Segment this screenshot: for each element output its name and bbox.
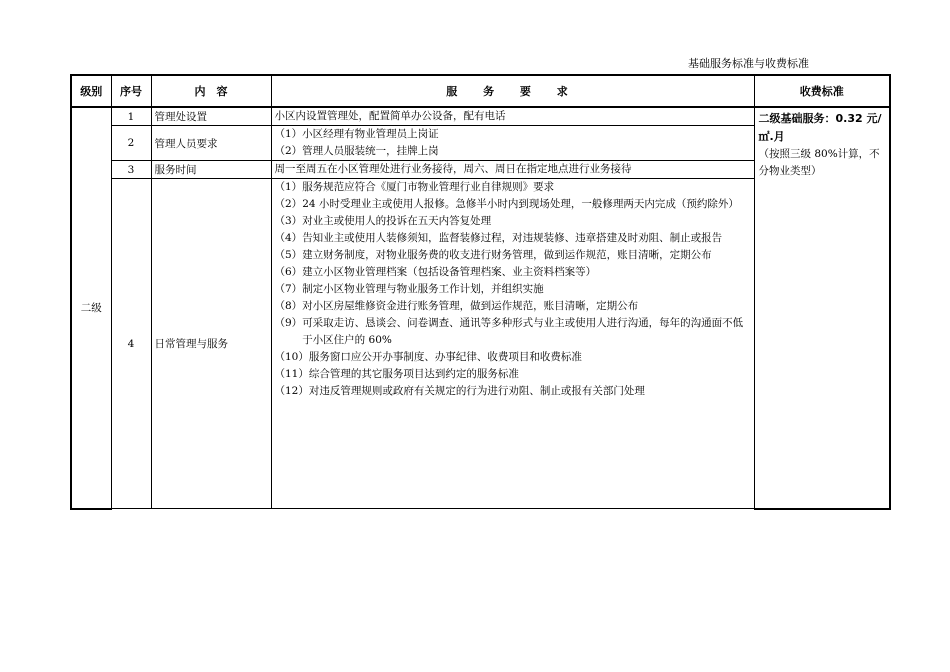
requirement-cell: [271, 126, 754, 161]
level-cell: 二级: [71, 107, 111, 509]
item-text: 告知业主或使用人装修须知，监督装修过程，对违规装修、违章搭建及时劝阻、制止或报告: [302, 232, 723, 244]
requirement-item: [275, 281, 751, 298]
item-text: 24 小时受理业主或使用人报修。急修半小时内到现场处理，一般修理两天内完成（预约除外）: [302, 198, 739, 210]
content-cell: 管理处设置: [151, 107, 271, 126]
item-text: 建立小区物业管理档案（包括设备管理档案、业主资料档案等）: [302, 266, 597, 278]
requirement-item: [275, 213, 751, 230]
item-text: 对小区房屋维修资金进行账务管理，做到运作规范，账目清晰，定期公布: [302, 300, 639, 312]
col-header-content: 内 容: [151, 75, 271, 107]
item-number: （3）: [274, 215, 303, 227]
requirement-cell: [271, 161, 754, 179]
requirement-cell: [271, 107, 754, 126]
content-cell: 管理人员要求: [151, 126, 271, 161]
fee-title: 二级基础服务：0.32 元/㎡.月: [758, 112, 882, 143]
content-cell: 服务时间: [151, 161, 271, 179]
requirement-item: [275, 298, 751, 315]
seq-cell: 3: [111, 161, 151, 179]
service-standard-table: [70, 74, 891, 510]
item-text: 服务规范应符合《厦门市物业管理行业自律规则》要求: [302, 181, 555, 193]
requirement-line: （2）管理人员服装统一，挂牌上岗: [274, 145, 439, 157]
table-row: [71, 107, 890, 126]
item-number: （4）: [274, 232, 303, 244]
item-number: （2）: [274, 198, 303, 210]
item-text: 可采取走访、恳谈会、问卷调查、通讯等多种形式与业主或使用人进行沟通，每年的沟通面不低于小区住户的 60%: [302, 317, 744, 346]
item-number: （11）: [274, 368, 309, 380]
requirement-line: 小区内设置管理处，配置简单办公设备，配有电话: [274, 110, 506, 122]
requirement-line: 周一至周五在小区管理处进行业务接待，周六、周日在指定地点进行业务接待: [274, 163, 632, 175]
requirement-item: [275, 383, 751, 400]
requirement-item: [275, 315, 751, 349]
item-number: （9）: [274, 317, 303, 329]
content-cell: 日常管理与服务: [151, 179, 271, 509]
requirement-item: [275, 230, 751, 247]
item-text: 对违反管理规则或政府有关规定的行为进行劝阻、制止或报有关部门处理: [308, 385, 645, 397]
table-header-row: [71, 75, 890, 107]
item-number: （5）: [274, 249, 303, 261]
item-number: （1）: [274, 181, 303, 193]
requirement-item: [275, 366, 751, 383]
requirement-item: [275, 179, 751, 196]
seq-cell: 1: [111, 107, 151, 126]
seq-cell: 4: [111, 179, 151, 509]
document-header: 基础服务标准与收费标准: [688, 57, 809, 70]
requirement-item: [275, 247, 751, 264]
item-text: 制定小区物业管理与物业服务工作计划，并组织实施: [302, 283, 544, 295]
item-number: （7）: [274, 283, 303, 295]
item-text: 综合管理的其它服务项目达到约定的服务标准: [308, 368, 519, 380]
requirement-item: [275, 264, 751, 281]
requirement-item: [275, 196, 751, 213]
col-header-requirement: 服 务 要 求: [271, 75, 754, 107]
item-number: （8）: [274, 300, 303, 312]
item-text: 对业主或使用人的投诉在五天内答复处理: [302, 215, 492, 227]
requirement-line: （1）小区经理有物业管理员上岗证: [274, 128, 439, 140]
item-number: （10）: [274, 351, 309, 363]
item-text: 服务窗口应公开办事制度、办事纪律、收费项目和收费标准: [308, 351, 582, 363]
item-text: 建立财务制度，对物业服务费的收支进行财务管理，做到运作规范，账目清晰，定期公布: [302, 249, 712, 261]
col-header-seq: 序号: [111, 75, 151, 107]
col-header-fee: 收费标准: [754, 75, 890, 107]
fee-note: （按照三级 80%计算，不分物业类型）: [758, 148, 880, 177]
fee-cell: [754, 107, 890, 509]
item-number: （6）: [274, 266, 303, 278]
item-number: （12）: [274, 385, 309, 397]
seq-cell: 2: [111, 126, 151, 161]
requirement-item: [275, 349, 751, 366]
requirement-cell: [271, 179, 754, 509]
col-header-level: 级别: [71, 75, 111, 107]
